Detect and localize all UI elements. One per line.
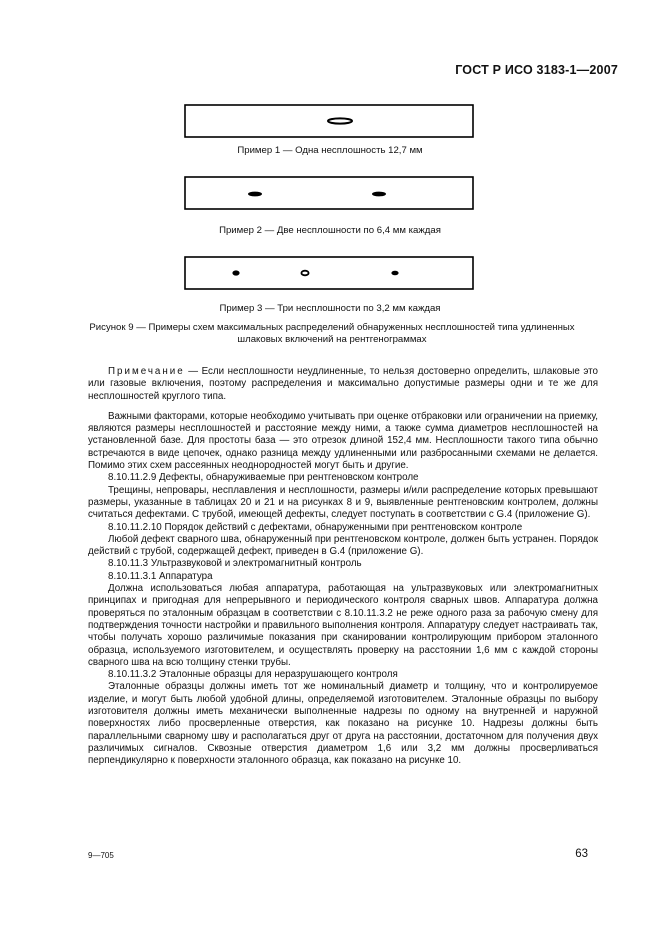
slag-inclusion bbox=[232, 270, 239, 275]
example-3-caption: Пример 3 — Три несплошности по 3,2 мм каждая bbox=[219, 303, 441, 314]
example-1-figure bbox=[184, 104, 474, 138]
weld-strip bbox=[185, 257, 473, 289]
section-heading: 8.10.11.3 Ультразвуковой и электромагнитный контроль bbox=[108, 558, 362, 570]
weld-strip bbox=[185, 177, 473, 209]
slag-inclusion bbox=[248, 192, 262, 197]
slag-inclusion bbox=[391, 271, 398, 276]
slag-inclusion bbox=[372, 192, 386, 197]
page-number: 63 bbox=[575, 848, 588, 860]
figure-caption-line-2: шлаковых включений на рентгенограммах bbox=[237, 334, 427, 345]
note-text: — Если несплошности неудлиненные, то нельзя достоверно определить, шлаковые это или газовые включения, поэтому распределения и максимально допустимые размеры одни и те же для несплошностей круглого типа. bbox=[88, 366, 598, 402]
example-1-caption: Пример 1 — Одна несплошность 12,7 мм bbox=[237, 145, 423, 156]
example-1-diagram bbox=[184, 104, 474, 138]
paragraph: Трещины, непровары, несплавления и несплошности, размеры и/или распределение которых превышают размеры, указанные в таблицах 20 и 21 и на рисунках 8 и 9, выявленные рентгеновским контролем, должны считаться дефектами. С трубой, имеющей дефекты, следует поступать в соответствии с G.4 (приложение G). bbox=[88, 484, 598, 521]
section-heading: 8.10.11.2.10 Порядок действий с дефектами, обнаруженными при рентгеновском контроле bbox=[108, 521, 523, 533]
note-label: Примечание bbox=[108, 366, 185, 377]
figure-caption bbox=[62, 322, 602, 346]
print-code: 9—705 bbox=[88, 851, 114, 860]
figure-caption-line-1: Рисунок 9 — Примеры схем максимальных распределений обнаруженных несплошностей типа удлиненных bbox=[89, 322, 575, 333]
example-3-figure bbox=[184, 256, 474, 290]
body-text bbox=[88, 366, 598, 768]
example-2-diagram bbox=[184, 176, 474, 210]
paragraph: Любой дефект сварного шва, обнаруженный при рентгеновском контроле, должен быть устранен. Порядок действий с трубой, содержащей дефект, приведен в G.4 (приложение G). bbox=[88, 533, 598, 558]
example-2-caption: Пример 2 — Две несплошности по 6,4 мм каждая bbox=[219, 225, 441, 236]
example-3-diagram bbox=[184, 256, 474, 290]
note-paragraph bbox=[88, 366, 598, 403]
section-heading: 8.10.11.3.1 Аппаратура bbox=[108, 570, 213, 582]
paragraph: Важными факторами, которые необходимо учитывать при оценке отбраковки или ограничении на приемку, являются размеры несплошностей и расстояние между ними, а также сумма диаметров несплошностей на установленной базе. Для простоты база — это отрезок длиной 152,4 мм. Несплошности такого типа обычно встречаются в виде цепочек, однако разница между удлиненными или разбросанными схемами не делается. Помимо этих схем рассеянных неоднородностей могут быть и другие. bbox=[88, 410, 598, 472]
paragraph: Эталонные образцы должны иметь тот же номинальный диаметр и толщину, что и контролируемое изделие, и могут быть любой удобной длины, определяемой изготовителем. Эталонные образцы по выбору изготовителя должны иметь механически выполненные надрезы по одному на внутренней и наружной поверхностях либо просверленные отверстия, как показано на рисунке 10. Надрезы должны быть параллельными сварному шву и располагаться друг от друга на расстоянии, достаточном для получения двух различимых сигналов. Сквозные отверстия диаметром 1,6 или 3,2 мм должны просверливаться перпендикулярно к поверхности эталонного образца, как показано на рисунке 10. bbox=[88, 681, 598, 767]
section-heading: 8.10.11.3.2 Эталонные образцы для неразрушающего контроля bbox=[108, 669, 398, 681]
standard-header: ГОСТ Р ИСО 3183-1—2007 bbox=[455, 63, 618, 77]
paragraph: Должна использоваться любая аппаратура, работающая на ультразвуковых или электромагнитных принципах и пригодная для непрерывного и периодического контроля сварных швов. Аппаратура должна проверяться по эталонным образцам в соответствии с 8.10.11.3.2 не реже одного раза за рабочую смену для подтверждения точности настройки и правильного выполнения контроля. Аппаратуру следует настраивать так, чтобы получать хорошо различимые показания при сканировании контролирующим прибором эталонного образца, используемого изготовителем, и осуществлять проверку на расстоянии 1,6 мм с каждой стороны сварного шва на всю толщину стенки трубы. bbox=[88, 583, 598, 668]
section-heading: 8.10.11.2.9 Дефекты, обнаруживаемые при рентгеновском контроле bbox=[108, 472, 419, 484]
example-2-figure bbox=[184, 176, 474, 210]
